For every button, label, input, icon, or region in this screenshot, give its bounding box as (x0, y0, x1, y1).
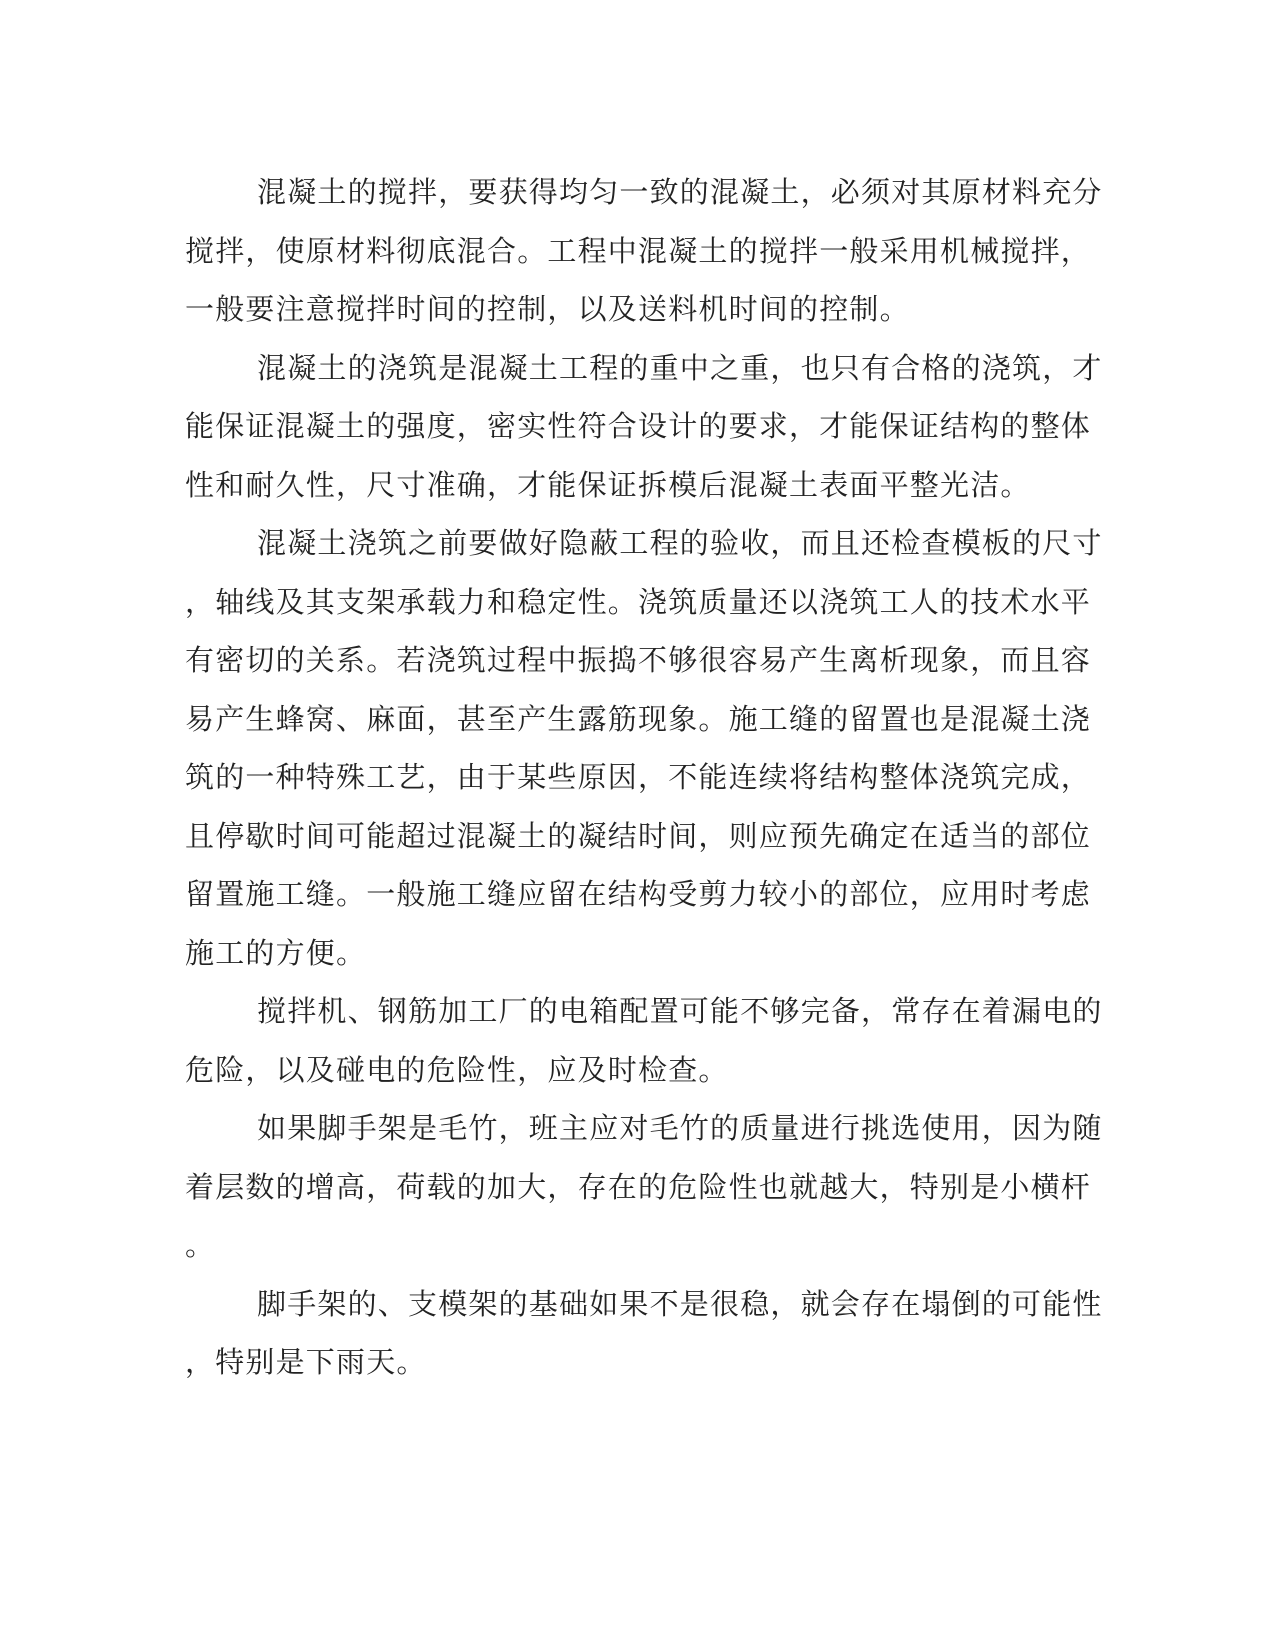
paragraph-line: 且停歇时间可能超过混凝土的凝结时间，则应预先确定在适当的部位 (185, 818, 1092, 853)
paragraph-line: 混凝土的搅拌，要获得均匀一致的混凝土，必须对其原材料充分 (257, 175, 1103, 209)
paragraph-line: 搅拌，使原材料彻底混合。工程中混凝土的搅拌一般采用机械搅拌， (185, 233, 1092, 268)
paragraph-line: 有密切的关系。若浇筑过程中振捣不够很容易产生离析现象，而且容 (185, 643, 1092, 677)
paragraph-pre-pour-inspection (185, 514, 1103, 982)
paragraph-line: ，特别是下雨天。 (185, 1345, 427, 1379)
paragraph-line: 能保证混凝土的强度，密实性符合设计的要求，才能保证结构的整体 (185, 409, 1092, 443)
paragraph-line: 混凝土的浇筑是混凝土工程的重中之重，也只有合格的浇筑，才 (257, 350, 1103, 385)
paragraph-line: 危险，以及碰电的危险性，应及时检查。 (185, 1052, 729, 1087)
paragraph-line: 。 (185, 1228, 216, 1262)
paragraph-pouring (185, 339, 1103, 515)
paragraph-line: 如果脚手架是毛竹，班主应对毛竹的质量进行挑选使用，因为随 (257, 1111, 1103, 1145)
paragraph-line: 搅拌机、钢筋加工厂的电箱配置可能不够完备，常存在着漏电的 (257, 994, 1103, 1028)
paragraph-mixing (185, 163, 1103, 339)
paragraph-line: 混凝土浇筑之前要做好隐蔽工程的验收，而且还检查模板的尺寸 (257, 526, 1103, 560)
paragraph-line: 脚手架的、支模架的基础如果不是很稳，就会存在塌倒的可能性 (257, 1286, 1103, 1321)
paragraph-scaffold-foundation (185, 1275, 1103, 1392)
paragraph-line: ，轴线及其支架承载力和稳定性。浇筑质量还以浇筑工人的技术水平 (185, 584, 1092, 619)
paragraph-line: 施工的方便。 (185, 935, 367, 970)
paragraph-line: 一般要注意搅拌时间的控制，以及送料机时间的控制。 (185, 292, 910, 326)
paragraph-line: 留置施工缝。一般施工缝应留在结构受剪力较小的部位，应用时考虑 (185, 877, 1092, 911)
paragraph-line: 筑的一种特殊工艺，由于某些原因，不能连续将结构整体浇筑完成， (185, 760, 1092, 794)
document-body (185, 163, 1103, 1392)
paragraph-bamboo-scaffold (185, 1099, 1103, 1275)
paragraph-line: 性和耐久性，尺寸准确，才能保证拆模后混凝土表面平整光洁。 (185, 467, 1031, 502)
paragraph-line: 着层数的增高，荷载的加大，存在的危险性也就越大，特别是小横杆 (185, 1169, 1092, 1204)
paragraph-electrical-hazard (185, 982, 1103, 1099)
paragraph-line: 易产生蜂窝、麻面，甚至产生露筋现象。施工缝的留置也是混凝土浇 (185, 701, 1092, 736)
